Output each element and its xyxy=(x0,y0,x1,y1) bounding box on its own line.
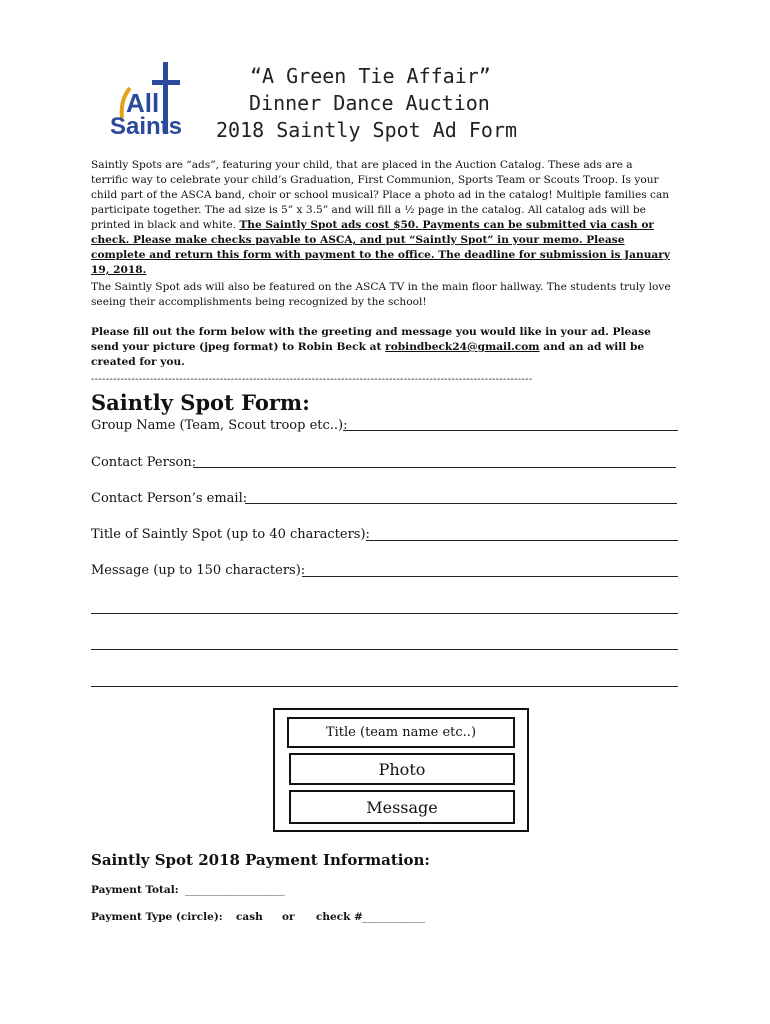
message-field-line-1[interactable] xyxy=(302,576,678,577)
payment-total-label: Payment Total: xyxy=(91,884,179,896)
payment-total-field[interactable]: ___________________ xyxy=(185,884,285,896)
intro-text: Saintly Spots are “ads”, featuring your child, that are placed in the Auction Catalog. These ads are a terrific way to celebrate your child’s Graduation, First Communion, Sports Team or Scouts Troop. Is your child part of the ASCA band, choir or school musical? Place a photo ad in the catalog! Multiple families can participate together. The ad size is 5” x 3.5” and will fill a ½ page in the catalog. All catalog ads will be printed in black and white. xyxy=(91,159,670,231)
title-line-2: Dinner Dance Auction xyxy=(249,91,490,115)
form-heading: Saintly Spot Form: xyxy=(91,390,310,415)
email-link[interactable]: robindbeck24@gmail.com xyxy=(385,341,540,353)
diagram-title-box: Title (team name etc..) xyxy=(287,717,515,748)
tv-paragraph: The Saintly Spot ads will also be featured on the ASCA TV in the main floor hallway. The students truly love seeing their accomplishments being recognized by the school! xyxy=(91,281,671,308)
message-field-line-4[interactable] xyxy=(91,686,678,687)
message-field-line-3[interactable] xyxy=(91,649,678,650)
instructions-text-2: and an ad will be created for you. xyxy=(91,341,645,368)
payment-heading: Saintly Spot 2018 Payment Information: xyxy=(91,851,430,869)
ad-layout-diagram xyxy=(273,708,529,832)
diagram-message-box: Message xyxy=(289,790,515,824)
contact-email-field[interactable] xyxy=(245,503,677,504)
dashed-divider: ------------------------------------------------------------------------------------------------------------------------ xyxy=(91,374,533,385)
group-name-label: Group Name (Team, Scout troop etc..): xyxy=(91,418,348,433)
check-number-field[interactable]: ____________ xyxy=(362,911,425,923)
message-label: Message (up to 150 characters): xyxy=(91,563,306,578)
spot-title-label: Title of Saintly Spot (up to 40 characters): xyxy=(91,527,370,542)
intro-cost-text: The Saintly Spot ads cost $50. Payments can be submitted via cash or check. Please make checks payable to ASCA, and put “Saintly Spot” in your memo. Please complete and return this form with payment to the office. The deadline for submission is January 19, 2018. xyxy=(91,219,671,276)
payment-type-label: Payment Type (circle): xyxy=(91,911,223,923)
contact-email-label: Contact Person’s email: xyxy=(91,491,248,506)
instructions-text-1: Please fill out the form below with the greeting and message you would like in your ad. Please send your picture (jpeg format) to Robin Beck at xyxy=(91,326,651,353)
intro-paragraph xyxy=(91,158,671,278)
payment-option-check[interactable]: check # xyxy=(316,911,363,923)
contact-person-field[interactable] xyxy=(193,467,676,468)
payment-or-text: or xyxy=(282,911,295,923)
payment-option-cash[interactable]: cash xyxy=(236,911,263,923)
instructions-paragraph xyxy=(91,325,671,370)
diagram-photo-box: Photo xyxy=(289,753,515,785)
group-name-field[interactable] xyxy=(343,430,678,431)
spot-title-field[interactable] xyxy=(366,540,678,541)
title-line-1: “A Green Tie Affair” xyxy=(250,64,491,88)
logo-text-all: All xyxy=(126,88,160,118)
all-saints-logo xyxy=(108,62,200,142)
contact-person-label: Contact Person: xyxy=(91,455,197,470)
title-line-3: 2018 Saintly Spot Ad Form xyxy=(216,118,518,142)
message-field-line-2[interactable] xyxy=(91,613,678,614)
logo-text-saints: Saints xyxy=(110,113,183,140)
